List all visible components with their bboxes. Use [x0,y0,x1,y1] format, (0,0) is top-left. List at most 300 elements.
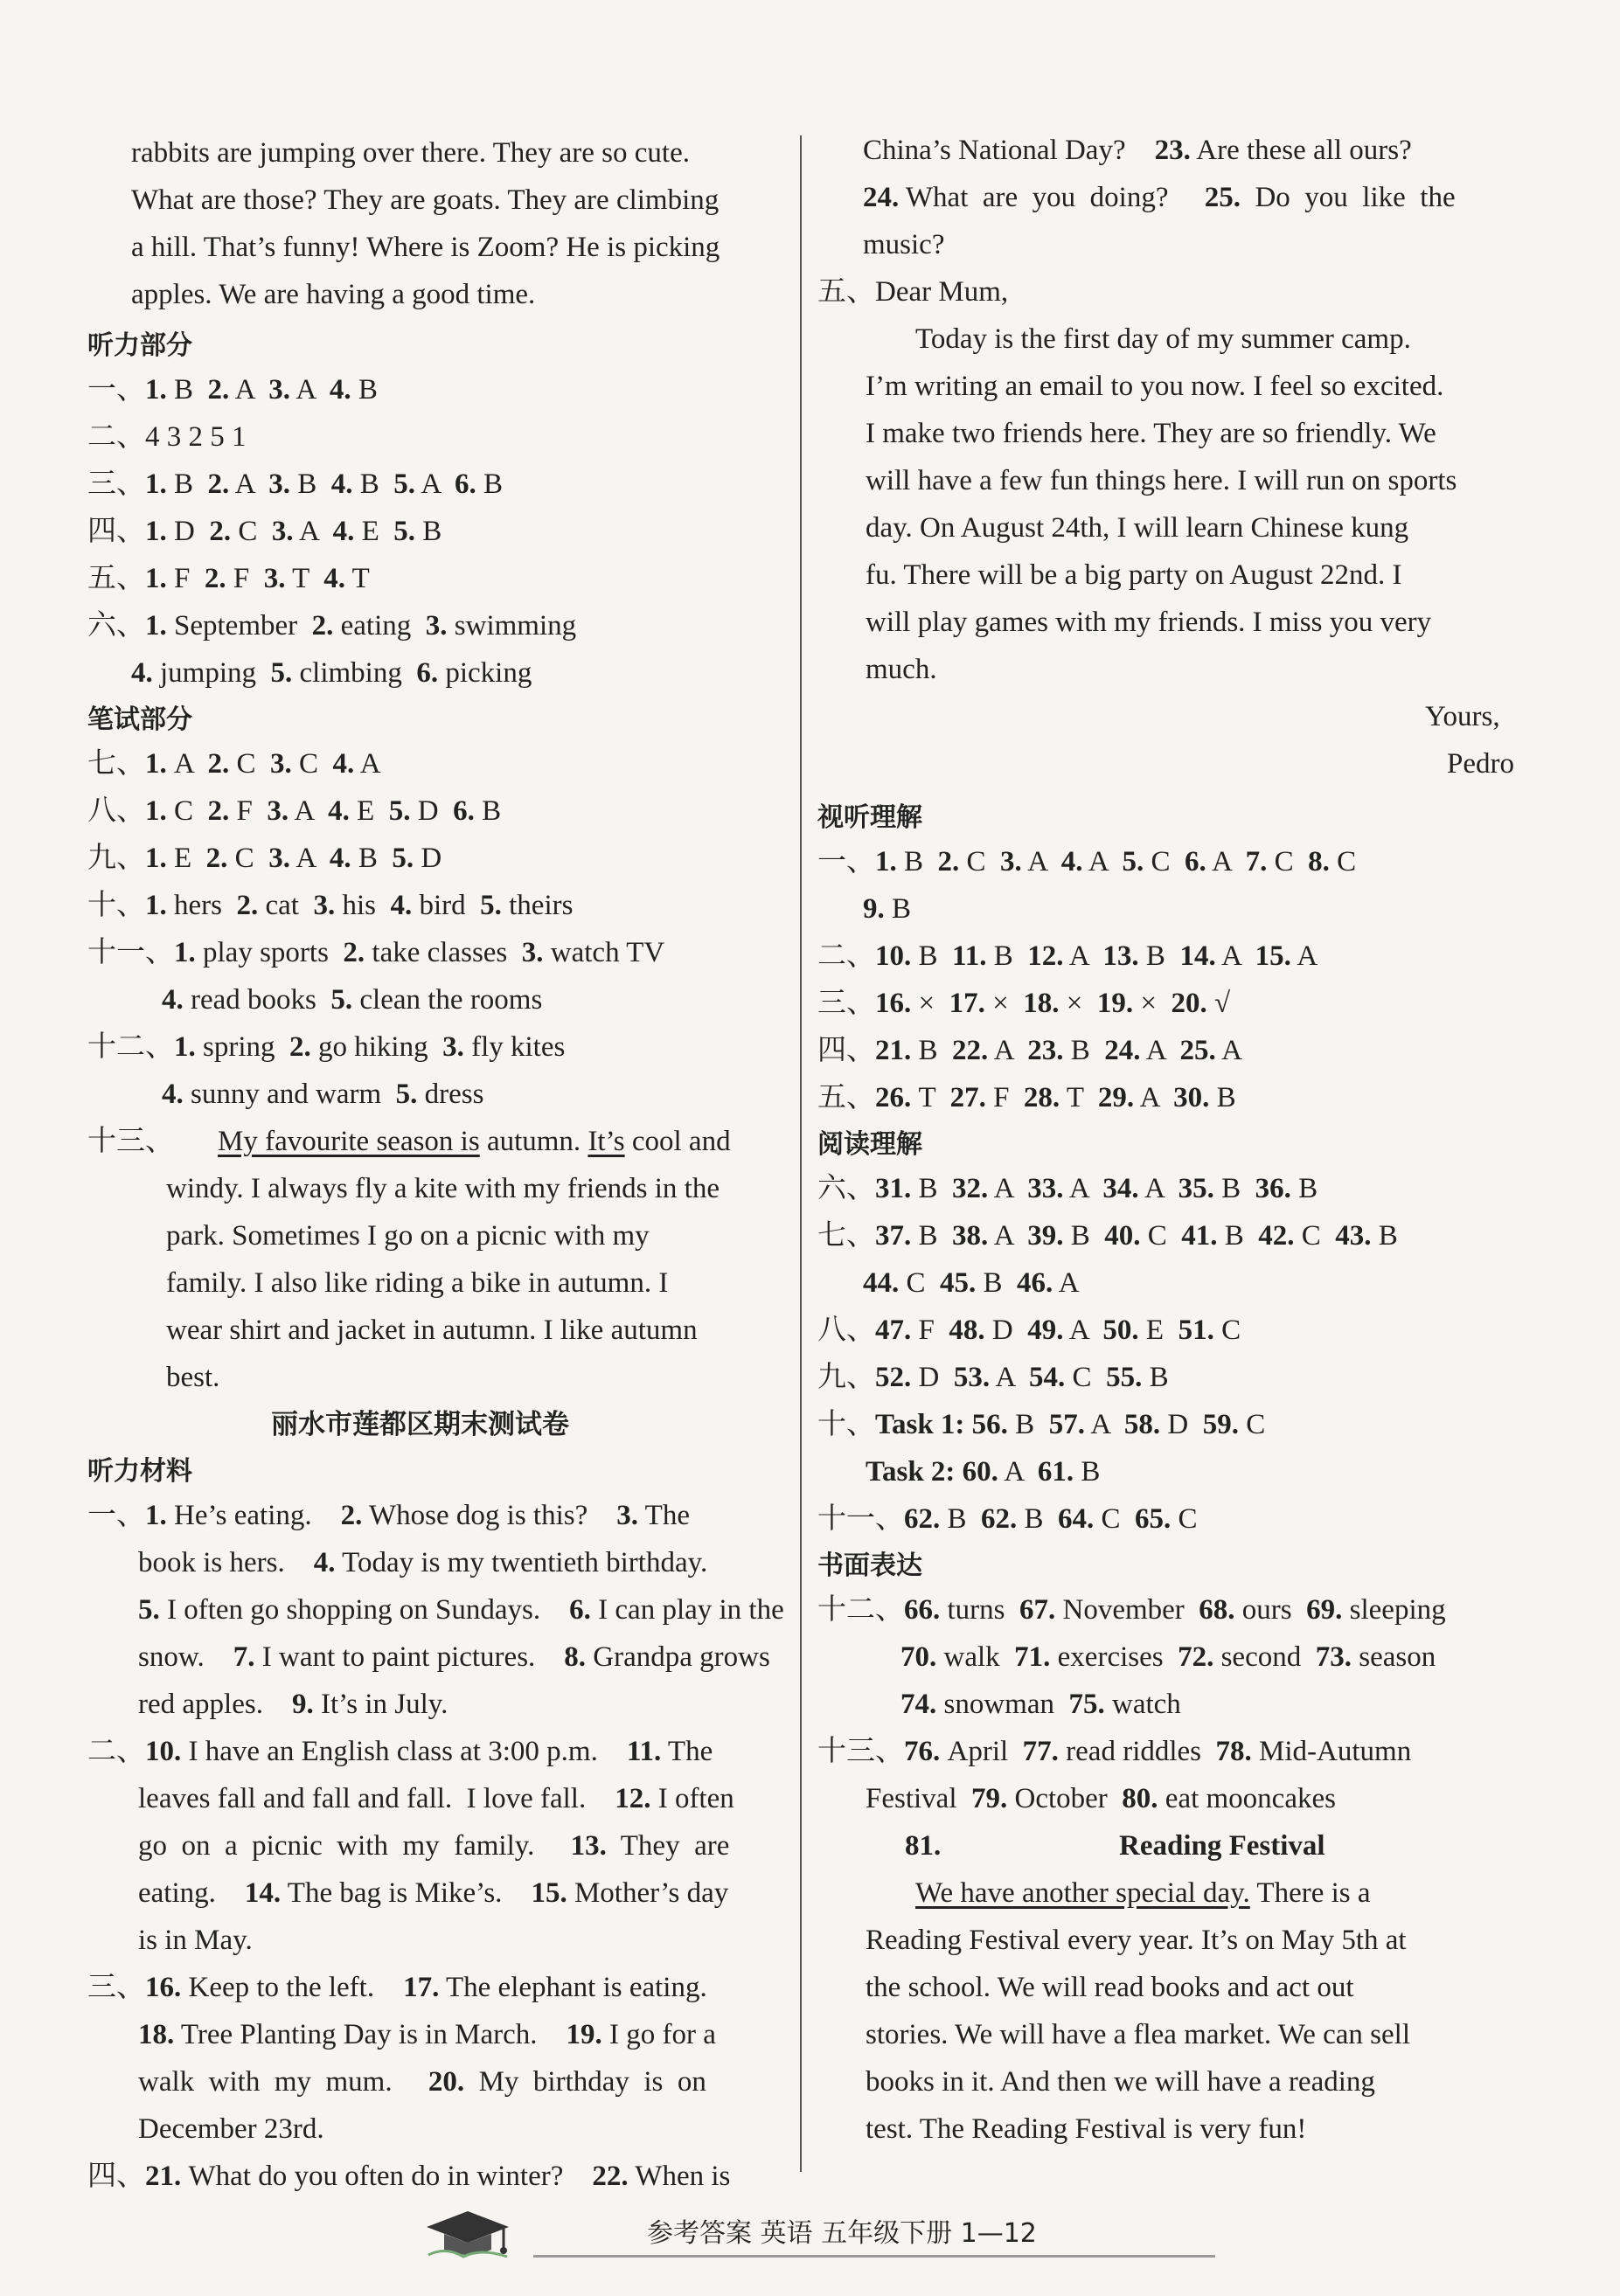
answer-text: F [985,1082,1024,1113]
essay-line: park. Sometimes I go on a picnic with my [166,1220,650,1252]
answer-text: A [990,1362,1030,1393]
question-number: 4. [313,1547,336,1578]
question-number: 10. [145,1736,182,1767]
answer-text: They are [606,1830,730,1862]
section-label: 十、 [817,1409,875,1440]
question-number: 1. [145,610,167,642]
question-number: 8. [564,1641,587,1673]
answer-text: It’s in July. [313,1689,448,1720]
heading-reading: 阅读理解 [817,1129,922,1160]
question-number: 3. [263,563,286,594]
question-number: 16. [145,1972,182,2003]
answer-text: D [1160,1409,1203,1440]
question-number: 21. [145,2161,182,2192]
question-number: 35. [1178,1173,1214,1204]
answer-row [87,886,573,925]
section-label: 十三、 [87,1126,174,1157]
answer-text: D [166,516,210,547]
question-number: 18. [138,2019,175,2050]
answer-text: Whose dog is this? [362,1500,617,1531]
answer-text: April [940,1736,1023,1767]
answer-text: I go for a [601,2019,716,2050]
answer-text: The bag is Mike’s. [281,1877,532,1909]
question-number: 12. [615,1783,651,1814]
essay-line: family. I also like riding a bike in autumn. I [166,1267,669,1299]
question-number: 2. [289,1031,311,1063]
answer-text: read books [183,984,331,1016]
answer-text: B [1074,1456,1101,1488]
question-number: 17. [949,988,985,1019]
answer-text: A [289,374,330,406]
question-number: 22. [592,2161,629,2192]
answer-row [87,607,576,645]
material-line [863,131,1412,170]
question-number: 3. [268,843,290,874]
answer-text: B [289,468,331,500]
question-number: 55. [1106,1362,1143,1393]
underlined-text: My favourite season is [218,1126,480,1157]
section-label: 一、 [817,846,875,877]
answer-text: A [1138,1173,1178,1204]
answer-text: B [166,468,208,500]
question-number: 6. [1184,846,1206,877]
answer-row [817,1500,1198,1538]
answer-text: Keep to the left. [181,1972,404,2003]
answer-text: sleeping [1342,1594,1446,1626]
question-number: 15. [1255,940,1291,972]
answer-text: B [476,468,503,500]
question-number: 27. [949,1082,986,1113]
material-line [87,1732,713,1771]
question-number: 1. [145,563,167,594]
question-number: 36. [1255,1173,1291,1204]
answer-text: B [352,468,394,500]
answer-text: red apples. [138,1689,292,1720]
answer-text: leaves fall and fall and fall. I love fall. [138,1783,615,1814]
answer-text: × [1133,988,1172,1019]
question-number: 5. [480,890,502,921]
heading-listening: 听力部分 [87,330,192,361]
underlined-text: It’s [588,1126,625,1157]
question-number: 56. [971,1409,1008,1440]
question-number: 69. [1306,1594,1343,1626]
answer-text: D [984,1314,1028,1346]
answer-text: read riddles [1058,1736,1216,1767]
story-line: apples. We are having a good time. [131,279,536,310]
question-number: 2. [207,748,230,780]
question-number: 53. [953,1362,991,1393]
question-number: 38. [952,1220,989,1252]
answer-row [900,1638,1436,1676]
answer-row [866,1779,1336,1818]
question-number: 5. [388,795,411,827]
section-label: 十一、 [817,1503,904,1535]
question-number: 5. [392,843,414,874]
answer-text: F [911,1314,949,1346]
question-number: 2. [340,1500,363,1531]
question-number: 80. [1122,1783,1158,1814]
material-line [863,178,1456,217]
answer-row [900,1685,1181,1724]
essay-text: cool and [624,1126,731,1157]
material-line: is in May. [138,1925,253,1956]
answer-text: A [289,843,330,874]
answer-text: C [166,795,208,827]
answer-row: 二、4 3 2 5 1 [87,421,247,453]
answer-text: A [289,795,329,827]
answer-text: clean the rooms [352,984,543,1016]
answer-text: Grandpa grows [586,1641,770,1673]
question-number: 61. [1037,1456,1074,1488]
material-line [138,1827,729,1865]
answer-text: climbing [292,657,417,689]
answer-text: A [1290,940,1318,972]
material-line: music? [863,229,945,260]
question-number: 1. [145,1500,167,1531]
question-number: 22. [952,1035,989,1066]
question-number: 6. [453,795,475,827]
section-label: 三、 [87,468,145,500]
answer-text: B [1138,940,1180,972]
answer-text: snowman [936,1689,1069,1720]
material-line: December 23rd. [138,2113,324,2145]
question-number: 3. [268,468,290,500]
letter-signature: Pedro [1447,748,1514,780]
section-label: 二、 [817,940,875,972]
question-number: 26. [875,1082,912,1113]
answer-text [955,1456,962,1488]
question-number: 6. [416,657,439,689]
question-number: 23. [1027,1035,1064,1066]
answer-text: dress [417,1079,484,1110]
answer-text: B [1017,1503,1059,1535]
answer-text: What are you doing? [899,182,1205,213]
answer-text: B [1007,1409,1049,1440]
answer-text: I want to paint pictures. [254,1641,565,1673]
letter-line: will have a few fun things here. I will run on sports [866,465,1457,496]
answer-text: B [911,1035,953,1066]
answer-text: A [1021,846,1061,877]
answer-text: watch TV [543,937,665,968]
question-number: 30. [1173,1082,1210,1113]
section-label: 四、 [87,516,145,547]
question-number: 2. [209,516,232,547]
letter-line: fu. There will be a big party on August 22nd. I [866,559,1402,591]
answer-row [817,843,1356,881]
answer-text: B [986,940,1028,972]
answer-text: November [1055,1594,1199,1626]
answer-text: My birthday is on [464,2066,706,2098]
question-number: 1. [875,846,897,877]
question-number: 10. [875,940,912,972]
answer-text: eat mooncakes [1158,1783,1336,1814]
question-number: 49. [1027,1314,1064,1346]
question-number: 3. [271,516,294,547]
question-number: 18. [1023,988,1060,1019]
answer-text: watch [1104,1689,1181,1720]
question-number: 20. [1171,988,1207,1019]
question-number: 3. [270,748,292,780]
answer-row [87,559,370,598]
underlined-text: We have another special day. [915,1877,1250,1909]
answer-row [817,984,1230,1023]
question-number: 1. [145,843,167,874]
question-number: 3. [521,937,544,968]
answer-text: eating. [138,1877,245,1909]
material-line [138,1874,728,1912]
answer-text: C [1144,846,1185,877]
question-number: 65. [1135,1503,1172,1535]
answer-text: T [285,563,324,594]
answer-text: D [410,795,454,827]
question-number: 4. [329,843,351,874]
question-number: 1. [145,374,167,406]
answer-text: C [1329,846,1357,877]
answer-text: C [291,748,333,780]
heading-writing: 笔试部分 [87,704,192,735]
question-number: 13. [570,1830,607,1862]
section-label: 五、 [87,563,145,594]
question-number: 31. [875,1173,912,1204]
question-number: 3. [425,610,448,642]
question-number: 40. [1104,1220,1141,1252]
answer-row [817,1358,1169,1397]
answer-text: theirs [501,890,574,921]
question-number: 34. [1102,1173,1139,1204]
letter-line: much. [866,654,937,685]
question-number: 75. [1068,1689,1105,1720]
graduation-cap-icon [420,2202,516,2264]
answer-text: A [1134,1082,1174,1113]
answer-text: season [1351,1641,1436,1673]
answer-text: F [226,563,264,594]
essay-text: autumn. [479,1126,588,1157]
essay-line: books in it. And then we will have a reading [866,2066,1375,2098]
answer-row [863,890,911,928]
section-label: 五、 [817,1082,875,1113]
answer-text: jumping [152,657,271,689]
answer-text: walk [936,1641,1015,1673]
question-number: 21. [875,1035,912,1066]
question-number: 4. [330,468,353,500]
answer-text: Are these all ours? [1190,135,1412,166]
section-label: 七、 [817,1220,875,1252]
answer-text: bird [412,890,481,921]
answer-text: T [1060,1082,1098,1113]
question-number: 14. [1179,940,1216,972]
question-number: 4. [390,890,413,921]
letter-closing: Yours, [1425,701,1500,732]
essay-line: best. [166,1362,220,1393]
material-line [87,1496,690,1535]
answer-text: B [414,516,442,547]
answer-text: B [976,1267,1018,1299]
answer-text: A [998,1456,1038,1488]
answer-text: C [229,748,271,780]
answer-text: A [229,374,269,406]
answer-text: T [911,1082,950,1113]
answer-row [817,1169,1318,1208]
section-label: 四、 [817,1035,875,1066]
question-number: 13. [1102,940,1139,972]
question-number: 79. [971,1783,1008,1814]
answer-text: E [1138,1314,1178,1346]
question-number: 66. [904,1594,941,1626]
section-label: 九、 [817,1362,875,1393]
question-number: 25. [1204,182,1241,213]
column-divider [800,135,802,2172]
question-number: 48. [949,1314,985,1346]
answer-text: The [638,1500,690,1531]
answer-text: Festival [866,1783,971,1814]
answer-row [162,1075,483,1113]
question-number: 5. [330,984,353,1016]
answer-row [863,1264,1080,1302]
question-number: 47. [875,1314,912,1346]
answer-text: B [1063,1220,1105,1252]
question-number: 5. [393,468,415,500]
heading-material: 听力材料 [87,1456,192,1487]
letter-line: I’m writing an email to you now. I feel so excited. [866,371,1444,402]
answer-text: B [896,846,938,877]
answer-text: C [231,516,272,547]
question-number: 58. [1123,1409,1161,1440]
question-number: 44. [863,1267,900,1299]
answer-text: C [1213,1314,1241,1346]
answer-text: A [1053,1267,1080,1299]
question-number: 64. [1058,1503,1095,1535]
letter-line: I make two friends here. They are so friendly. We [866,418,1436,449]
question-number: 20. [428,2066,465,2098]
question-number: 4. [1060,846,1083,877]
answer-text: T [344,563,370,594]
question-number: 59. [1202,1409,1239,1440]
story-line: What are those? They are goats. They are climbing [131,184,720,216]
question-number: 25. [1179,1035,1216,1066]
section-label: 十、 [87,890,145,921]
answer-text: B [911,1173,953,1204]
answer-text: I have an English class at 3:00 p.m. [181,1736,627,1767]
page-footer [420,2202,1206,2264]
answer-text: Mid-Autumn [1251,1736,1412,1767]
question-number: 19. [1096,988,1134,1019]
question-number: 4. [131,657,153,689]
material-line [138,1591,784,1629]
section-label: 八、 [817,1314,875,1346]
answer-text: C [1094,1503,1136,1535]
section-label: 三、 [87,1972,145,2003]
answer-text: snow. [138,1641,233,1673]
answer-text: × [984,988,1024,1019]
question-number: 4. [329,374,351,406]
answer-row [817,1591,1446,1629]
question-number: 39. [1027,1220,1064,1252]
question-number: 24. [1104,1035,1141,1066]
question-number: 5. [138,1594,160,1626]
question-number: 1. [145,748,167,780]
section-label: 一、 [87,374,145,406]
question-number: 4. [332,748,355,780]
answer-text: ours [1234,1594,1307,1626]
answer-row [817,1732,1411,1771]
question-number: 3. [1000,846,1022,877]
answer-text: book is hers. [138,1547,314,1578]
answer-text: When is [628,2161,731,2192]
answer-text: picking [438,657,532,689]
answer-text: A [415,468,455,500]
question-number: 71. [1014,1641,1051,1673]
question-number: 8. [1308,846,1330,877]
answer-text: A [1215,940,1255,972]
answer-text: A [1215,1035,1242,1066]
answer-text: C [899,1267,941,1299]
answer-text: swimming [447,610,577,642]
question-number: 62. [981,1503,1018,1535]
question-number: 2. [311,610,334,642]
material-line [138,2015,716,2054]
question-number: 29. [1097,1082,1135,1113]
answer-text: turns [940,1594,1019,1626]
question-number: 15. [531,1877,567,1909]
question-number: 3. [268,374,290,406]
section-label: 二、 [87,1736,145,1767]
question-number: 11. [952,940,987,972]
section-label: 八、 [87,795,145,827]
answer-text: C [1171,1503,1198,1535]
question-number: 1. [174,937,196,968]
question-number: 46. [1017,1267,1053,1299]
answer-text: B [884,893,912,925]
question-number: 42. [1258,1220,1295,1252]
answer-text: Tree Planting Day is in March. [174,2019,567,2050]
answer-row [162,981,542,1019]
answer-text: F [229,795,268,827]
question-number: 32. [952,1173,989,1204]
answer-text: The elephant is eating. [439,1972,707,2003]
answer-text: B [474,795,502,827]
answer-text: B [940,1503,982,1535]
question-number: 4. [332,516,355,547]
question-number: 6. [454,468,476,500]
question-number: Task 2: [866,1456,956,1488]
answer-text: play sports [195,937,344,968]
question-number: 9. [291,1689,314,1720]
answer-text: E [349,795,389,827]
letter-greeting: 五、Dear Mum, [817,276,1009,308]
question-number: 52. [875,1362,912,1393]
answer-row [817,1311,1241,1349]
question-number: Task 1: [875,1409,965,1440]
answer-text: go hiking [310,1031,443,1063]
answer-text: I often [650,1783,734,1814]
question-number: 2. [207,795,230,827]
answer-text [964,1409,971,1440]
answer-text: I can play in the [590,1594,784,1626]
answer-text: B [911,1220,953,1252]
answer-row [87,933,664,972]
answer-text: × [1059,988,1097,1019]
question-number: 23. [1154,135,1191,166]
answer-text: E [354,516,394,547]
question-number: 37. [875,1220,912,1252]
answer-text: B [911,940,953,972]
answer-text: go on a picnic with my family. [138,1830,571,1862]
question-number: 2. [205,843,228,874]
answer-row [131,654,532,692]
answer-text: B [351,374,378,406]
answer-text: September [166,610,312,642]
answer-text: second [1213,1641,1316,1673]
